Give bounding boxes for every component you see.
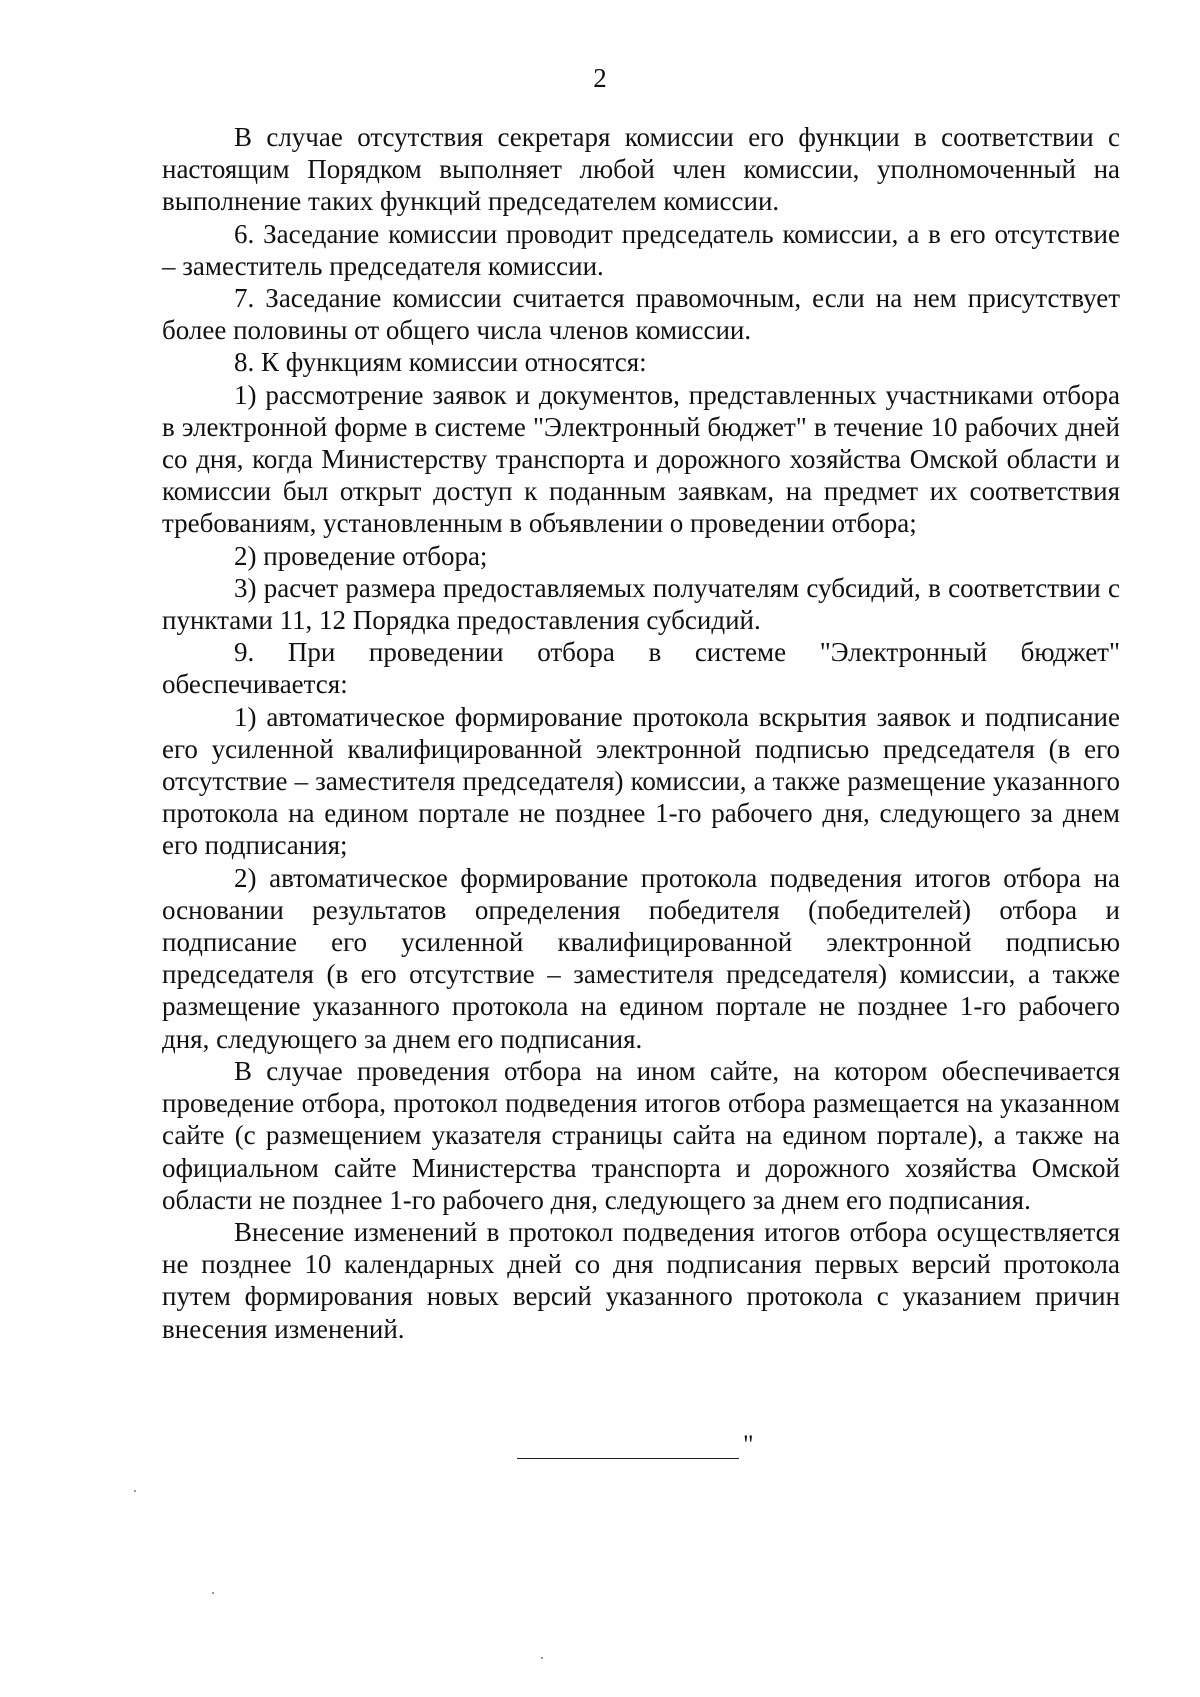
paragraph-secretary-absence: В случае отсутствия секретаря комиссии его функции в соответствии с настоящим Порядком выполняет любой член комиссии, уполномоченный на выполнение таких функций председателем комиссии. (162, 122, 1120, 217)
scan-speck (134, 1490, 136, 1492)
page-number: 2 (593, 63, 607, 93)
scan-speck (541, 1657, 543, 1659)
paragraph-item-9-sub-2: 2) автоматическое формирование протокола подведения итогов отбора на основании результатов определения победителя (победителей) отбора и подписание его усиленной квалифицированной электронной подписью председателя (в его отсутствие – заместителя председателя) комиссии, а также размещение указанного протокола на едином портале не позднее 1-го рабочего дня, следующего за днем его подписания. (162, 862, 1120, 1054)
paragraph-item-8-sub-2: 2) проведение отбора; (234, 540, 488, 571)
paragraph-item-8-sub-1: 1) рассмотрение заявок и документов, представленных участниками отбора в электронной форме в системе "Электронный бюджет" в течение 10 рабочих дней со дня, когда Министерству транспорта и дорожного хозяйства Омской области и комиссии был открыт доступ к поданным заявкам, на предмет их соответствия требованиям, установленным в объявлении о проведении отбора; (162, 379, 1120, 539)
paragraph-item-9: 9. При проведении отбора в системе "Электронный бюджет" обеспечивается: (162, 637, 1120, 700)
scan-speck (212, 1592, 214, 1594)
paragraph-item-6: 6. Заседание комиссии проводит председатель комиссии, а в его отсутствие – заместитель председателя комиссии. (162, 218, 1120, 281)
closing-rule (517, 1458, 739, 1459)
paragraph-item-8-sub-3: 3) расчет размера предоставляемых получателям субсидий, в соответствии с пунктами 11, 12 Порядка предоставления субсидий. (162, 572, 1120, 636)
paragraph-item-7: 7. Заседание комиссии считается правомочным, если на нем присутствует более половины от общего числа членов комиссии. (162, 283, 1120, 346)
document-body (162, 121, 1120, 1345)
paragraph-other-site: В случае проведения отбора на ином сайте, на котором обеспечивается проведение отбора, протокол подведения итогов отбора размещается на указанном сайте (с размещением указателя страницы сайта на едином портале), а также на официальном сайте Министерства транспорта и дорожного хозяйства Омской области не позднее 1-го рабочего дня, следующего за днем его подписания. (162, 1055, 1120, 1215)
paragraph-item-8: 8. К функциям комиссии относятся: (234, 347, 647, 378)
closing-quote: " (743, 1430, 754, 1459)
paragraph-item-9-sub-1: 1) автоматическое формирование протокола вскрытия заявок и подписание его усиленной квалифицированной электронной подписью председателя (в его отсутствие – заместителя председателя) комиссии, а также размещение указанного протокола на едином портале не позднее 1-го рабочего дня, следующего за днем его подписания; (162, 701, 1120, 861)
paragraph-protocol-changes: Внесение изменений в протокол подведения итогов отбора осуществляется не позднее 10 календарных дней со дня подписания первых версий протокола путем формирования новых версий указанного протокола с указанием причин внесения изменений. (162, 1216, 1120, 1344)
closing-mark (517, 1432, 757, 1466)
